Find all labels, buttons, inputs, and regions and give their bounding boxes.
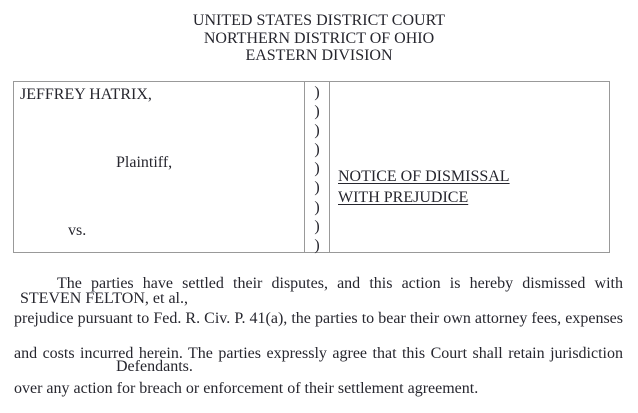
caption-parties-cell <box>14 82 305 375</box>
plaintiff-designation: Plaintiff, <box>116 154 173 171</box>
caption-separator-paren: ) <box>314 141 320 159</box>
caption-spacer <box>20 112 298 146</box>
plaintiff-name: JEFFREY HATRIX, <box>20 86 152 103</box>
caption-separator-paren: ) <box>314 84 320 101</box>
dismissal-paragraph: The parties have settled their disputes, and this action is hereby dismissed with prejudice pursuant to Fed. R. Civ. P. 41(a), the parties to bear their own attorney fees, expenses and costs incurred herein. The parties expressly agree that this Court shall retain jurisdiction over any action for breach or enforcement of their settlement agreement. <box>14 275 623 397</box>
court-name: UNITED STATES DISTRICT COURT <box>192 12 446 29</box>
caption-separator-paren: ) <box>314 217 320 235</box>
caption-separator-paren: ) <box>314 198 320 216</box>
court-header <box>0 12 638 65</box>
caption-separator-paren: ) <box>314 122 320 140</box>
court-district: NORTHERN DISTRICT OF OHIO <box>203 29 435 47</box>
court-division: EASTERN DIVISION <box>245 47 393 64</box>
caption-separator-column <box>305 82 330 252</box>
caption-separator-paren: ) <box>314 179 320 197</box>
versus-label: vs. <box>68 222 87 239</box>
notice-title: NOTICE OF DISMISSAL WITH PREJUDICE <box>338 168 510 206</box>
defendant-name: STEVEN FELTON, et al., <box>20 290 188 307</box>
caption-separator-paren: ) <box>314 103 320 121</box>
caption-notice-cell <box>330 82 609 252</box>
caption-separator-paren: ) <box>314 160 320 178</box>
caption-spacer <box>20 180 298 214</box>
defendant-designation: Defendants. <box>116 358 193 375</box>
caption-separator-paren: ) <box>314 236 320 254</box>
